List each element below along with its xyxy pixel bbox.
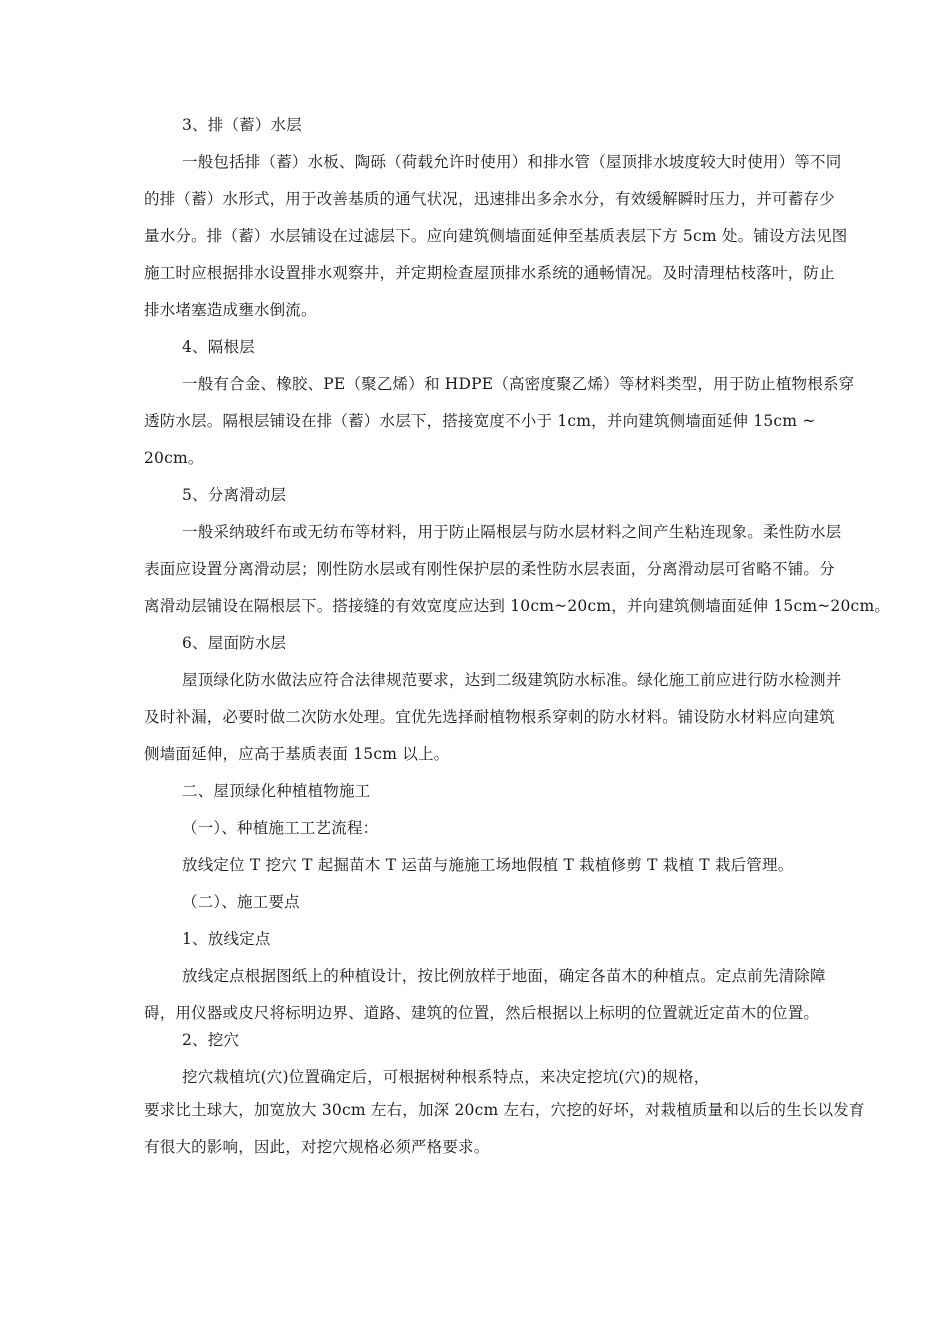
section-heading: 1、放线定点 [182,930,271,948]
paragraph-line: 挖穴栽植坑(穴)位置确定后，可根据树种根系特点，来决定挖坑(穴)的规格， [182,1068,710,1086]
paragraph-line: 有很大的影响，因此，对挖穴规格必须严格要求。 [144,1138,490,1156]
paragraph-line: 及时补漏，必要时做二次防水处理。宜优先选择耐植物根系穿刺的防水材料。铺设防水材料应向建筑 [144,708,835,726]
section-heading: 5、分离滑动层 [182,486,287,504]
section-heading: 3、排（蓄）水层 [182,116,302,134]
section-heading: 2、挖穴 [182,1031,240,1049]
paragraph-line: 表面应设置分离滑动层；刚性防水层或有刚性保护层的柔性防水层表面，分离滑动层可省略不铺。分 [144,560,835,578]
paragraph-line: 施工时应根据排水设置排水观察井，并定期检查屋顶排水系统的通畅情况。及时清理枯枝落叶，防止 [144,264,835,282]
paragraph-line: 放线定点根据图纸上的种植设计，按比例放样于地面，确定各苗木的种植点。定点前先清除障 [182,967,826,985]
paragraph-line: 要求比土球大，加宽放大 30cm 左右，加深 20cm 左右，穴挖的好坏，对栽植质量和以后的生长以发育 [144,1101,865,1119]
paragraph-line: 放线定位 T 挖穴 T 起掘苗木 T 运苗与施施工场地假植 T 栽植修剪 T 栽植 T 栽后管理。 [182,856,794,874]
paragraph-line: 碍，用仪器或皮尺将标明边界、道路、建筑的位置，然后根据以上标明的位置就近定苗木的位置。 [144,1004,820,1022]
section-heading: 6、屋面防水层 [182,634,287,652]
subsection-heading: （二）、施工要点 [182,893,300,911]
paragraph-line: 一般包括排（蓄）水板、陶砾（荷载允许时使用）和排水管（屋顶排水坡度较大时使用）等不同 [182,153,842,171]
paragraph-line: 排水堵塞造成壅水倒流。 [144,301,317,319]
paragraph-line: 透防水层。隔根层铺设在排（蓄）水层下，搭接宽度不小于 1cm，并向建筑侧墙面延伸 15cm ~ [144,412,816,430]
chapter-heading: 二、屋顶绿化种植植物施工 [182,782,371,800]
section-heading: 4、隔根层 [182,338,255,356]
paragraph-line: 离滑动层铺设在隔根层下。搭接缝的有效宽度应达到 10cm~20cm，并向建筑侧墙面延伸 15cm~20cm。 [144,597,891,615]
paragraph-line: 量水分。排（蓄）水层铺设在过滤层下。应向建筑侧墙面延伸至基质表层下方 5cm 处。铺设方法见图 [144,227,848,245]
paragraph-line: 20cm。 [144,449,204,467]
subsection-heading: （一）、种植施工工艺流程： [182,819,379,837]
paragraph-line: 侧墙面延伸，应高于基质表面 15cm 以上。 [144,745,450,763]
paragraph-line: 一般采纳玻纤布或无纺布等材料，用于防止隔根层与防水层材料之间产生粘连现象。柔性防水层 [182,523,842,541]
paragraph-line: 屋顶绿化防水做法应符合法律规范要求，达到二级建筑防水标准。绿化施工前应进行防水检测并 [182,671,842,689]
paragraph-line: 一般有合金、橡胶、PE（聚乙烯）和 HDPE（高密度聚乙烯）等材料类型，用于防止植物根系穿 [182,375,855,393]
paragraph-line: 的排（蓄）水形式，用于改善基质的通气状况，迅速排出多余水分，有效缓解瞬时压力，并可蓄存少 [144,190,835,208]
